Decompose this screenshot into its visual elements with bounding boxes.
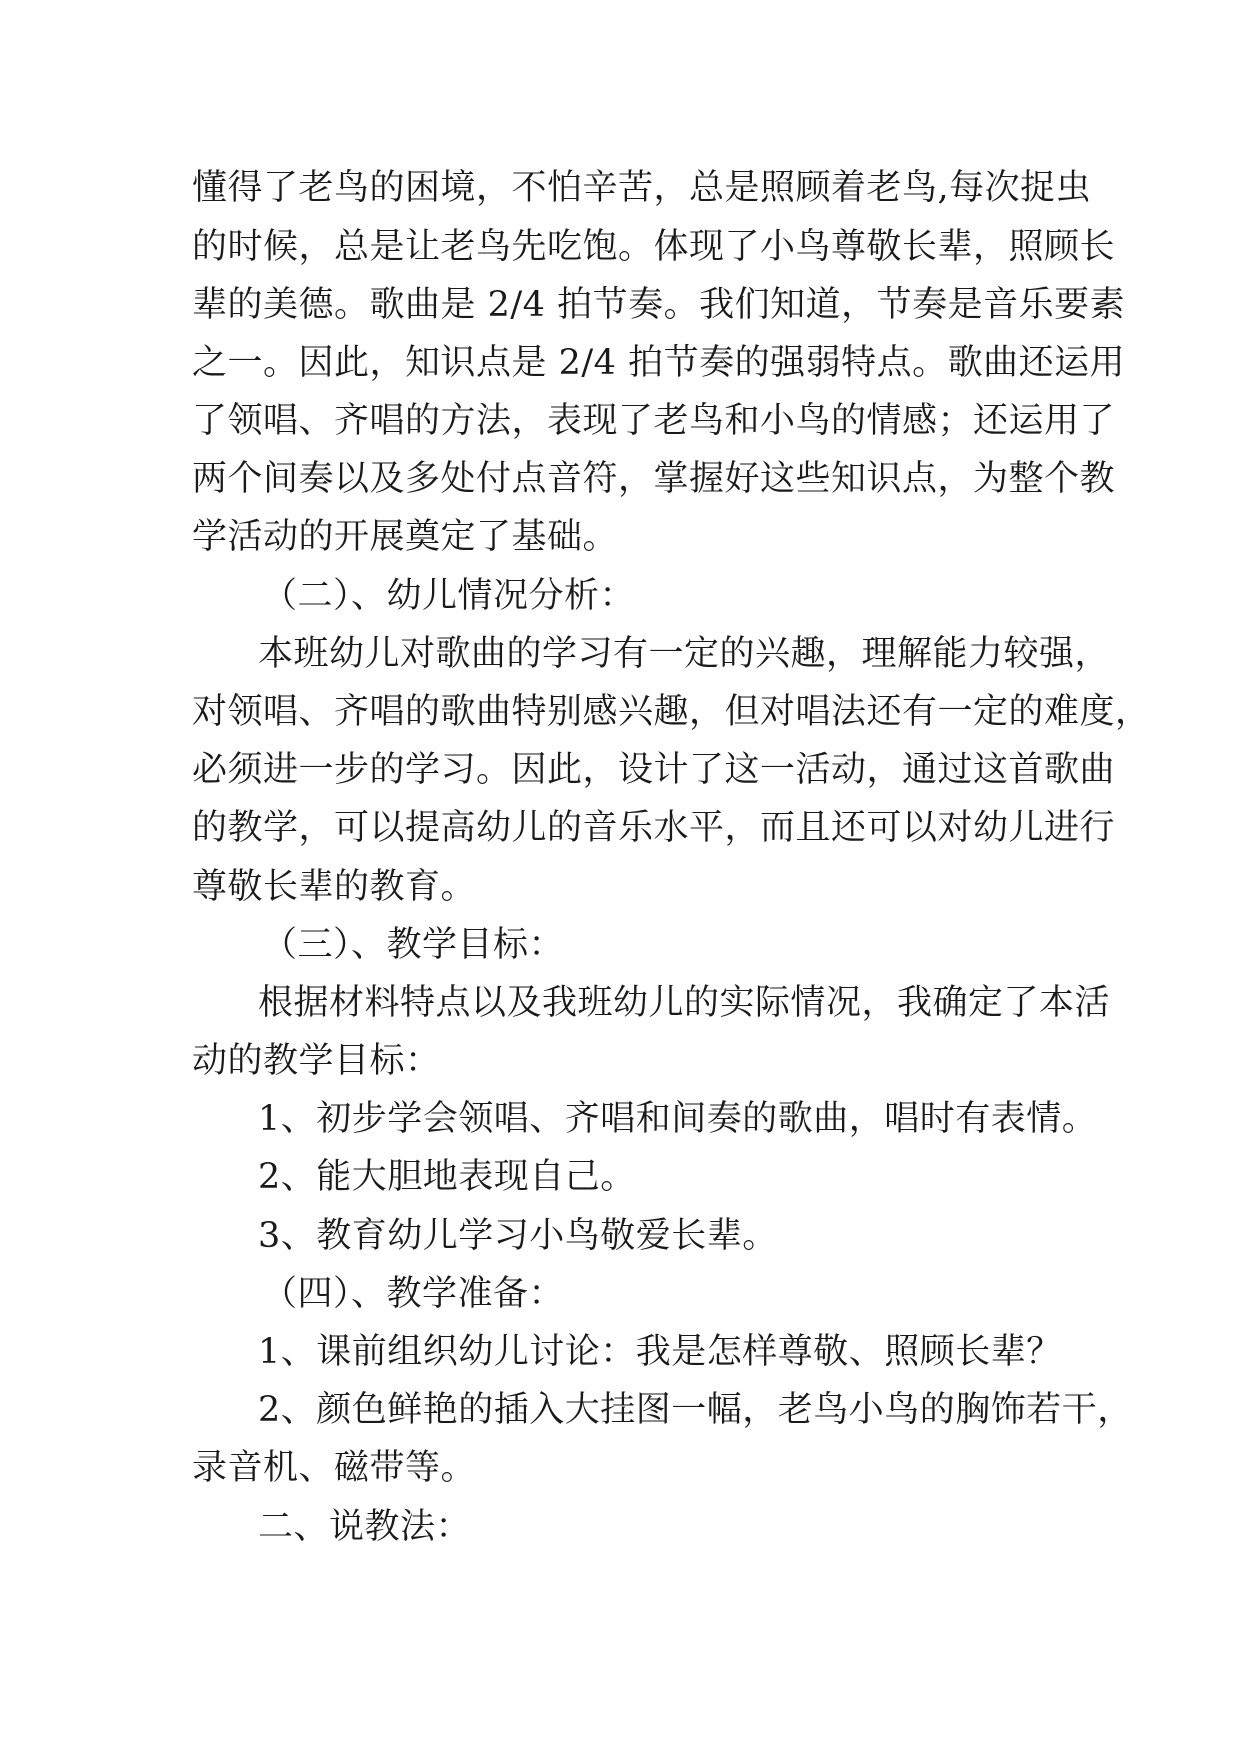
section-heading-preparation: （四）、教学准备： [262,1274,565,1314]
paragraph-line: 的时候，总是让老鸟先吃饱。体现了小鸟尊敬长辈，照顾长 [192,227,1116,267]
list-item-goal-2: 2、能大胆地表现自己。 [258,1157,636,1197]
paragraph-line: 了领唱、齐唱的方法，表现了老鸟和小鸟的情感；还运用了 [192,401,1116,441]
list-item-prep-1: 1、课前组织幼儿讨论：我是怎样尊敬、照顾长辈？ [258,1332,1062,1372]
paragraph-line: 学活动的开展奠定了基础。 [192,517,619,557]
paragraph-line: 必须进一步的学习。因此，设计了这一活动，通过这首歌曲 [192,750,1116,790]
paragraph-line: 动的教学目标： [192,1041,441,1081]
list-item-prep-2: 2、颜色鲜艳的插入大挂图一幅，老鸟小鸟的胸饰若干， [258,1390,1133,1430]
paragraph-line: 两个间奏以及多处付点音符，掌握好这些知识点，为整个教 [192,459,1116,499]
paragraph-line: 尊敬长辈的教育。 [192,867,477,907]
section-heading-child-analysis: （二）、幼儿情况分析： [262,576,636,616]
paragraph-line: 录音机、磁带等。 [192,1448,477,1488]
paragraph-line: 懂得了老鸟的困境，不怕辛苦，总是照顾着老鸟,每次捉虫 [192,168,1092,208]
paragraph-line: 根据材料特点以及我班幼儿的实际情况，我确定了本活 [258,983,1111,1023]
paragraph-line: 辈的美德。歌曲是 2/4 拍节奏。我们知道，节奏是音乐要素 [192,285,1126,325]
paragraph-line: 本班幼儿对歌曲的学习有一定的兴趣，理解能力较强， [258,634,1111,674]
paragraph-line: 的教学，可以提高幼儿的音乐水平，而且还可以对幼儿进行 [192,808,1116,848]
list-item-goal-1: 1、初步学会领唱、齐唱和间奏的歌曲，唱时有表情。 [258,1099,1098,1139]
section-heading-teaching-goals: （三）、教学目标： [262,925,565,965]
list-item-goal-3: 3、教育幼儿学习小鸟敬爱长辈。 [258,1216,778,1256]
paragraph-line: 对领唱、齐唱的歌曲特别感兴趣，但对唱法还有一定的难度， [192,692,1151,732]
section-heading-teaching-method: 二、说教法： [258,1507,472,1547]
paragraph-line: 之一。因此，知识点是 2/4 拍节奏的强弱特点。歌曲还运用 [192,343,1126,383]
